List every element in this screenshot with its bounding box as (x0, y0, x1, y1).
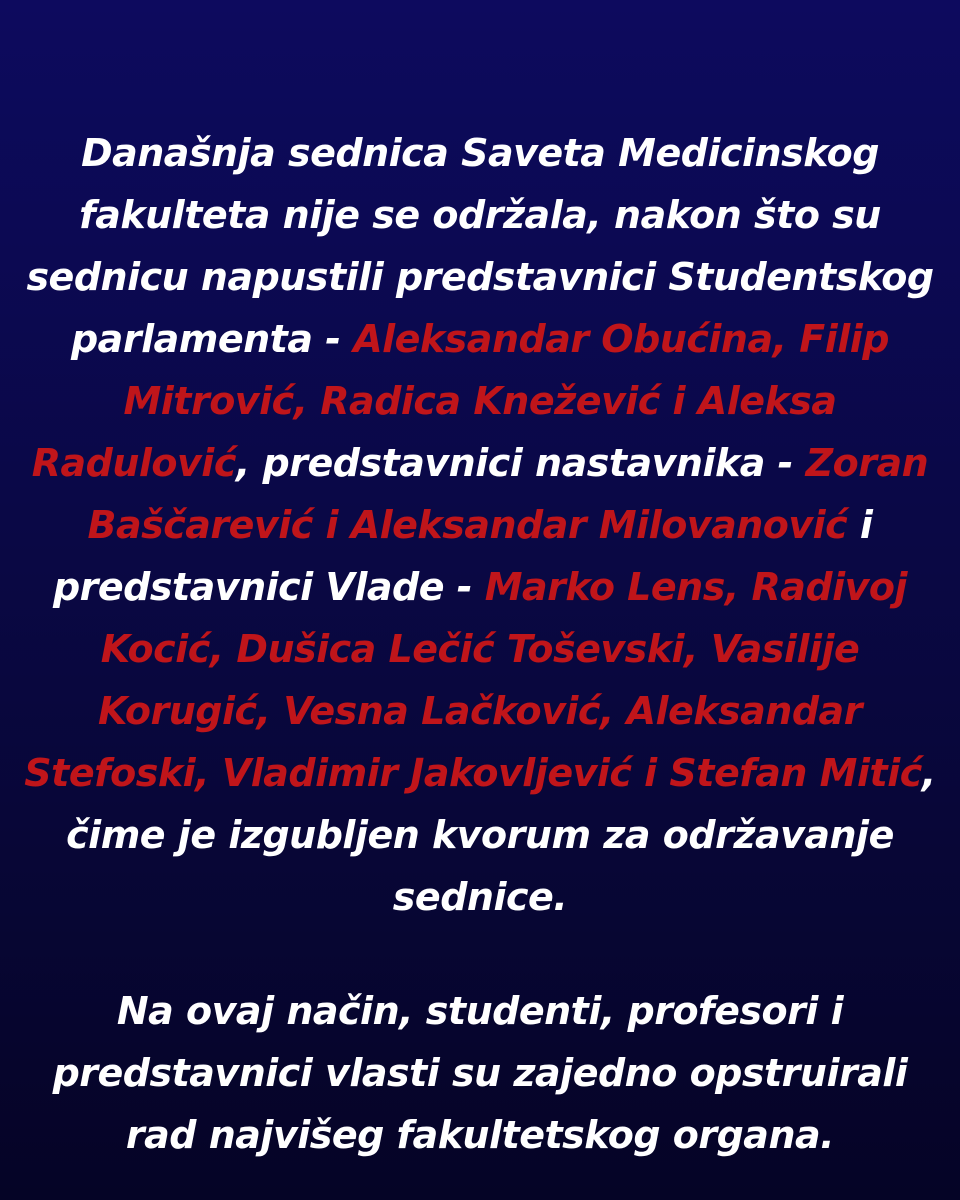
main-paragraph (20, 122, 940, 928)
student-representatives-names: Aleksandar Obućina, Filip Mitrović, Radica Knežević i Aleksa Radulović (31, 317, 890, 485)
text-segment-teachers-intro: , predstavnici nastavnika - (235, 441, 806, 485)
text-segment-government-intro: i predstavnici Vlade - (52, 503, 873, 609)
text-segment-conclusion: , čime je izgubljen kvorum za održavanje sednice. (66, 751, 936, 919)
closing-paragraph: Na ovaj način, studenti, profesori i predstavnici vlasti su zajedno opstruirali rad najvišeg fakultetskog organa. (52, 989, 908, 1157)
teacher-representatives-names: Zoran Baščarević i Aleksandar Milovanović (87, 441, 929, 547)
text-segment-intro: Današnja sednica Saveta Medicinskog fakulteta nije se održala, nakon što su sednicu napustili predstavnici Studentskog parlamenta - (26, 131, 934, 361)
government-representatives-names: Marko Lens, Radivoj Kocić, Dušica Lečić Toševski, Vasilije Korugić, Vesna Lačković, Aleksandar Stefoski, Vladimir Jakovljević i Stefan Mitić (24, 565, 922, 795)
